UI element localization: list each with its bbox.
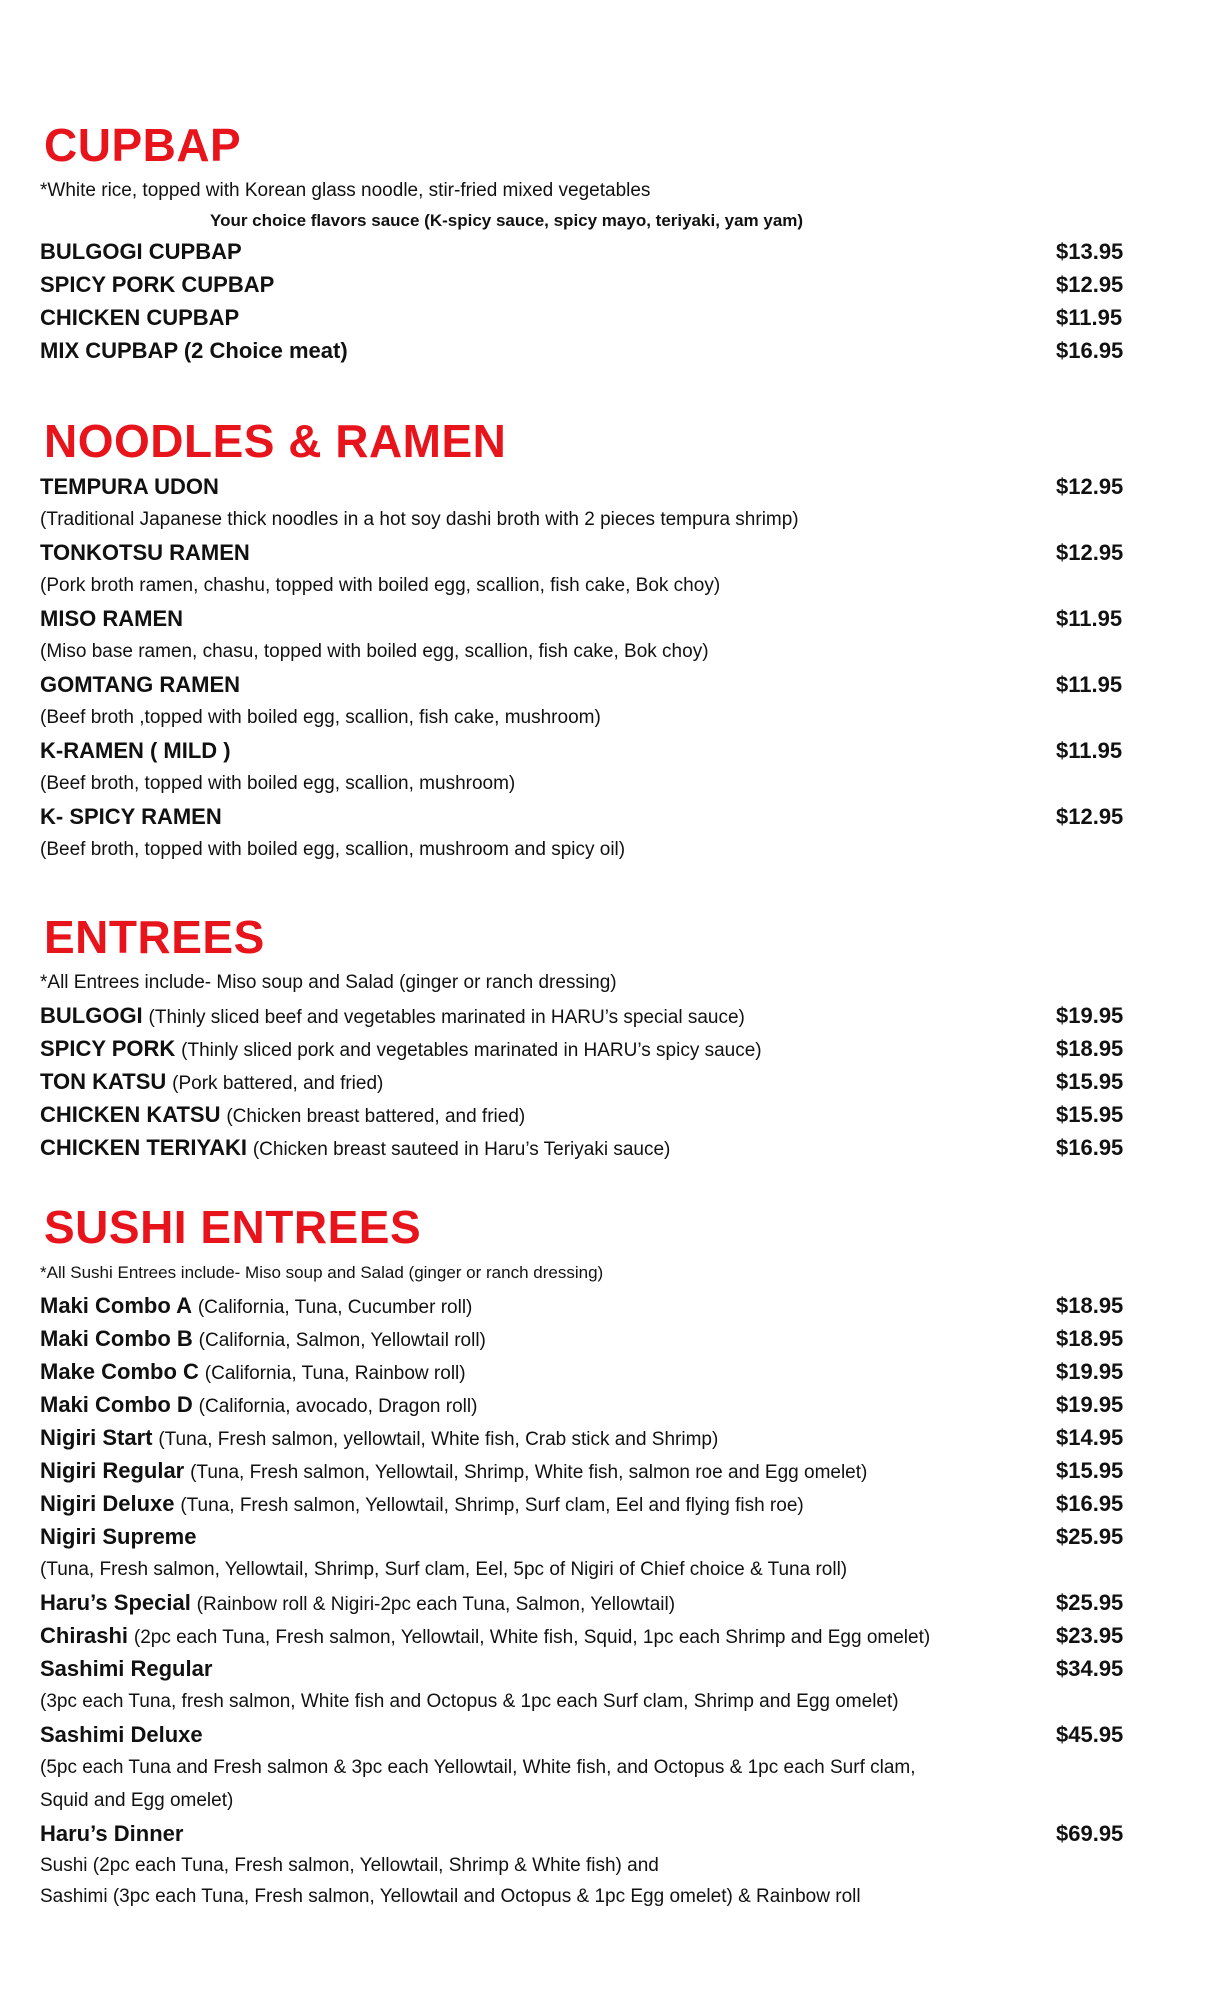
menu-item: [40, 235, 1140, 268]
item-description: (Pork battered, and fried): [172, 1073, 384, 1094]
menu-item: [40, 470, 1140, 503]
menu-item: [40, 1289, 1140, 1322]
item-price: $15.95: [1056, 1458, 1124, 1483]
menu-item: [40, 1322, 1140, 1355]
menu-item: [40, 668, 1140, 701]
item-name: Sashimi Regular: [40, 1656, 213, 1681]
section-note: *All Entrees include- Miso soup and Salad (ginger or ranch dressing): [40, 972, 617, 993]
item-name: SPICY PORK CUPBAP: [40, 272, 275, 297]
item-price: $18.95: [1056, 1293, 1124, 1318]
item-name: Nigiri Regular: [40, 1458, 185, 1483]
menu-item: [40, 602, 1140, 635]
item-price: $16.95: [1056, 338, 1124, 363]
item-price: $25.95: [1056, 1590, 1124, 1615]
menu-item: [40, 1421, 1140, 1454]
item-price: $12.95: [1056, 540, 1124, 565]
item-description: (Chicken breast sauteed in Haru’s Teriyaki sauce): [252, 1139, 671, 1160]
section-note: *All Sushi Entrees include- Miso soup and Salad (ginger or ranch dressing): [40, 1263, 604, 1282]
menu-item: [40, 1032, 1140, 1065]
section-cupbap: [40, 118, 1140, 367]
item-description: (Thinly sliced pork and vegetables marinated in HARU’s spicy sauce): [181, 1040, 762, 1061]
item-price: $34.95: [1056, 1656, 1124, 1681]
item-name: Maki Combo D: [40, 1392, 193, 1417]
item-price: $13.95: [1056, 239, 1124, 264]
item-name: SPICY PORK: [40, 1036, 176, 1061]
item-description: (California, Salmon, Yellowtail roll): [198, 1330, 486, 1351]
menu-item: [40, 999, 1140, 1032]
item-name: TON KATSU: [40, 1069, 167, 1094]
section-noodles-ramen: [40, 414, 1140, 866]
section-note-sauce: Your choice flavors sauce (K-spicy sauce, spicy mayo, teriyaki, yam yam): [210, 211, 804, 230]
section-entrees: [40, 910, 1140, 1164]
item-name: Make Combo C: [40, 1359, 199, 1384]
section-title: NOODLES & RAMEN: [44, 415, 507, 467]
item-description: (California, Tuna, Cucumber roll): [197, 1297, 473, 1318]
item-description: (2pc each Tuna, Fresh salmon, Yellowtail, White fish, Squid, 1pc each Shrimp and Egg omelet): [133, 1627, 931, 1648]
menu-item: [40, 1388, 1140, 1421]
item-price: $16.95: [1056, 1135, 1124, 1160]
item-description: (Beef broth, topped with boiled egg, scallion, mushroom): [40, 773, 516, 794]
item-name: CHICKEN TERIYAKI: [40, 1135, 247, 1160]
item-description: (Tuna, Fresh salmon, Yellowtail, Shrimp, Surf clam, Eel and flying fish roe): [180, 1495, 804, 1516]
item-description: (3pc each Tuna, fresh salmon, White fish and Octopus & 1pc each Surf clam, Shrimp and Egg omelet): [40, 1691, 899, 1712]
item-name: Maki Combo A: [40, 1293, 192, 1318]
item-name: Nigiri Deluxe: [40, 1491, 175, 1516]
menu-item: [40, 1718, 1140, 1751]
section-title: SUSHI ENTREES: [44, 1201, 422, 1253]
menu-item: [40, 1520, 1140, 1553]
item-description: Sushi (2pc each Tuna, Fresh salmon, Yellowtail, Shrimp & White fish) and: [40, 1855, 659, 1876]
section-sushi-entrees: [40, 1200, 1140, 1912]
item-price: $45.95: [1056, 1722, 1124, 1747]
item-description: (Beef broth ,topped with boiled egg, scallion, fish cake, mushroom): [40, 707, 601, 728]
item-name: CHICKEN CUPBAP: [40, 305, 240, 330]
item-price: $12.95: [1056, 272, 1124, 297]
item-price: $19.95: [1056, 1392, 1124, 1417]
item-name: BULGOGI CUPBAP: [40, 239, 242, 264]
item-price: $15.95: [1056, 1102, 1124, 1127]
item-description: (Traditional Japanese thick noodles in a hot soy dashi broth with 2 pieces tempura shrimp): [40, 509, 799, 530]
item-price: $23.95: [1056, 1623, 1124, 1648]
item-price: $11.95: [1056, 305, 1123, 330]
item-price: $15.95: [1056, 1069, 1124, 1094]
item-name: TEMPURA UDON: [40, 474, 219, 499]
section-title: CUPBAP: [44, 119, 242, 171]
item-name: Chirashi: [40, 1623, 129, 1648]
menu-item: [40, 800, 1140, 833]
menu-item: [40, 1817, 1140, 1850]
menu-item: [40, 301, 1140, 334]
menu-item: [40, 1098, 1140, 1131]
item-price: $69.95: [1056, 1821, 1124, 1846]
item-price: $18.95: [1056, 1326, 1124, 1351]
item-description: (Miso base ramen, chasu, topped with boiled egg, scallion, fish cake, Bok choy): [40, 641, 709, 662]
item-price: $11.95: [1056, 606, 1123, 631]
item-price: $14.95: [1056, 1425, 1124, 1450]
menu-item: [40, 268, 1140, 301]
item-price: $12.95: [1056, 474, 1124, 499]
item-name: K- SPICY RAMEN: [40, 804, 222, 829]
item-name: Haru’s Special: [40, 1590, 191, 1615]
item-name: MISO RAMEN: [40, 606, 183, 631]
item-description-cont: Sashimi (3pc each Tuna, Fresh salmon, Yellowtail and Octopus & 1pc Egg omelet) & Rainbow roll: [40, 1886, 861, 1907]
item-price: $11.95: [1056, 738, 1123, 763]
menu-item: [40, 1586, 1140, 1619]
item-name: Sashimi Deluxe: [40, 1722, 203, 1747]
menu-item: [40, 1355, 1140, 1388]
menu-item: [40, 734, 1140, 767]
item-price: $25.95: [1056, 1524, 1124, 1549]
menu-item: [40, 1619, 1140, 1652]
section-note: *White rice, topped with Korean glass noodle, stir-fried mixed vegetables: [40, 180, 651, 201]
menu-item: [40, 1652, 1140, 1685]
item-price: $19.95: [1056, 1359, 1124, 1384]
item-description: (Tuna, Fresh salmon, Yellowtail, Shrimp, White fish, salmon roe and Egg omelet): [190, 1462, 868, 1483]
item-price: $16.95: [1056, 1491, 1124, 1516]
item-name: K-RAMEN ( MILD ): [40, 738, 231, 763]
item-description: (Rainbow roll & Nigiri-2pc each Tuna, Salmon, Yellowtail): [196, 1594, 676, 1615]
item-description: (Chicken breast battered, and fried): [226, 1106, 526, 1127]
menu-item: [40, 334, 1140, 367]
item-description: (California, avocado, Dragon roll): [198, 1396, 478, 1417]
item-price: $18.95: [1056, 1036, 1124, 1061]
item-name: CHICKEN KATSU: [40, 1102, 221, 1127]
item-description: (Thinly sliced beef and vegetables marinated in HARU’s special sauce): [148, 1007, 745, 1028]
item-description: (Pork broth ramen, chashu, topped with boiled egg, scallion, fish cake, Bok choy): [40, 575, 721, 596]
item-description: (California, Tuna, Rainbow roll): [204, 1363, 466, 1384]
item-name: BULGOGI: [40, 1003, 143, 1028]
item-name: GOMTANG RAMEN: [40, 672, 241, 697]
item-description: (Tuna, Fresh salmon, yellowtail, White fish, Crab stick and Shrimp): [158, 1429, 719, 1450]
item-name: Nigiri Supreme: [40, 1524, 197, 1549]
item-price: $12.95: [1056, 804, 1124, 829]
item-description: (Beef broth, topped with boiled egg, scallion, mushroom and spicy oil): [40, 839, 626, 860]
section-title: ENTREES: [44, 911, 265, 963]
menu-item: [40, 1487, 1140, 1520]
menu-item: [40, 1065, 1140, 1098]
item-name: MIX CUPBAP (2 Choice meat): [40, 338, 348, 363]
item-price: $19.95: [1056, 1003, 1124, 1028]
menu-item: [40, 536, 1140, 569]
item-name: Maki Combo B: [40, 1326, 193, 1351]
item-description: (5pc each Tuna and Fresh salmon & 3pc each Yellowtail, White fish, and Octopus & 1pc each Surf clam,: [40, 1757, 916, 1778]
item-name: TONKOTSU RAMEN: [40, 540, 250, 565]
item-description: (Tuna, Fresh salmon, Yellowtail, Shrimp, Surf clam, Eel, 5pc of Nigiri of Chief choice & Tuna roll): [40, 1559, 848, 1580]
item-price: $11.95: [1056, 672, 1123, 697]
item-description-cont: Squid and Egg omelet): [40, 1790, 234, 1811]
menu-item: [40, 1131, 1140, 1164]
item-name: Nigiri Start: [40, 1425, 153, 1450]
item-name: Haru’s Dinner: [40, 1821, 184, 1846]
menu-item: [40, 1454, 1140, 1487]
